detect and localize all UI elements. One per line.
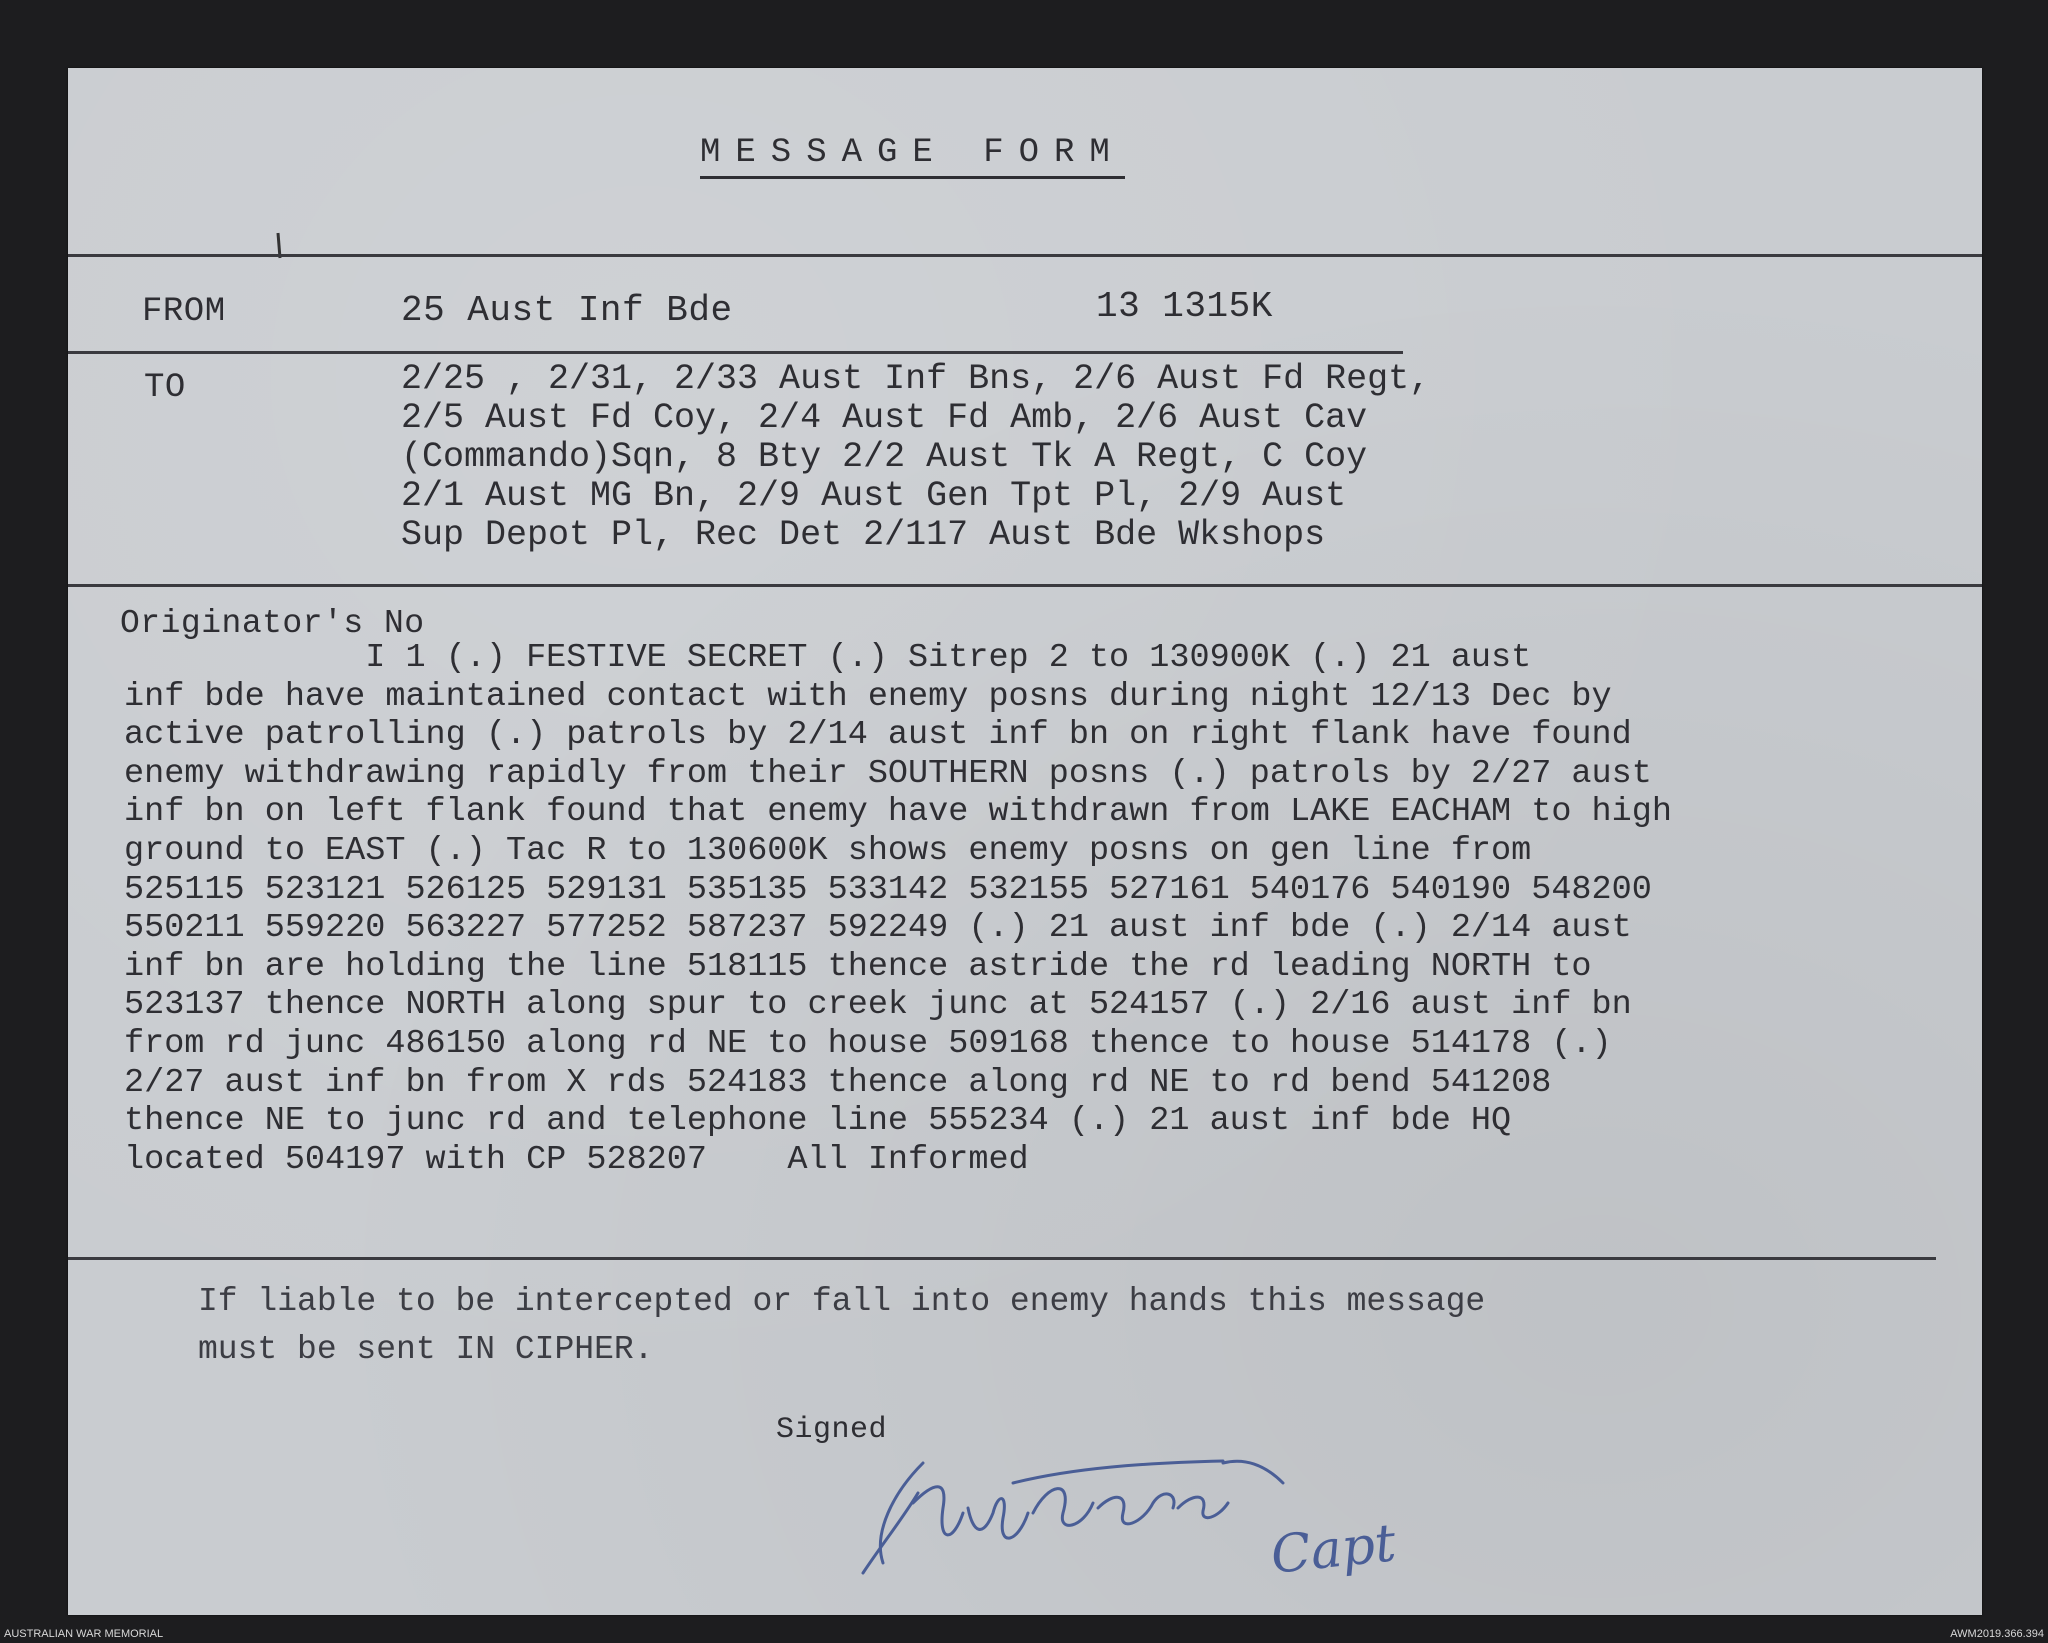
to-line: (Commando)Sqn, 8 Bty 2/2 Aust Tk A Regt, C Coy <box>401 437 1368 477</box>
body-line: located 504197 with CP 528207 All Informed <box>124 1140 1029 1179</box>
body-line: 550211 559220 563227 577252 587237 592249 (.) 21 aust inf bde (.) 2/14 aust <box>124 909 1632 948</box>
cipher-notice <box>198 1278 1485 1374</box>
notice-line: If liable to be intercepted or fall into enemy hands this message <box>198 1283 1486 1320</box>
rule-originator <box>68 584 1982 587</box>
to-line: Sup Depot Pl, Rec Det 2/117 Aust Bde Wkshops <box>401 515 1326 555</box>
body-line: from rd junc 486150 along rd NE to house 509168 thence to house 514178 (.) <box>124 1024 1612 1063</box>
body-line: thence NE to junc rd and telephone line 555234 (.) 21 aust inf bde HQ <box>124 1102 1512 1141</box>
from-label: FROM <box>142 293 226 331</box>
footer-institution: AUSTRALIAN WAR MEMORIAL <box>4 1628 164 1640</box>
from-value: 25 Aust Inf Bde <box>401 290 733 331</box>
to-line: 2/5 Aust Fd Coy, 2/4 Aust Fd Amb, 2/6 Aust Cav <box>401 398 1368 438</box>
originator-label: Originator's No <box>120 605 425 642</box>
body-line: enemy withdrawing rapidly from their SOUTHERN posns (.) patrols by 2/27 aust <box>124 754 1652 793</box>
signed-label: Signed <box>776 1413 888 1447</box>
signature-rank: Capt <box>1268 1513 1399 1586</box>
body-line: ground to EAST (.) Tac R to 130600K shows enemy posns on gen line from <box>124 831 1532 870</box>
date-time-group: 13 1315K <box>1096 286 1273 327</box>
body-line: inf bn are holding the line 518115 thence astride the rd leading NORTH to <box>124 947 1592 986</box>
message-form-paper <box>68 68 1982 1615</box>
message-body <box>124 639 1984 1179</box>
footer-accession-number: AWM2019.366.394 <box>1950 1628 2044 1640</box>
body-line: I 1 (.) FESTIVE SECRET (.) Sitrep 2 to 130900K (.) 21 aust <box>124 639 1532 677</box>
body-line: active patrolling (.) patrols by 2/14 aust inf bn on right flank have found <box>124 716 1632 755</box>
to-label: TO <box>144 369 186 407</box>
to-line: 2/25 , 2/31, 2/33 Aust Inf Bns, 2/6 Aust Fd Regt, <box>401 359 1431 399</box>
body-line: inf bn on left flank found that enemy have withdrawn from LAKE EACHAM to high <box>124 793 1672 832</box>
pencil-mark-icon <box>208 168 288 278</box>
body-line: 525115 523121 526125 529131 535135 533142 532155 527161 540176 540190 548200 <box>124 870 1652 909</box>
rule-top <box>68 254 1982 257</box>
notice-line: must be sent IN CIPHER. <box>198 1331 654 1368</box>
rule-from-to <box>68 351 1403 354</box>
body-line: 2/27 aust inf bn from X rds 524183 thence along rd NE to rd bend 541208 <box>124 1063 1552 1102</box>
body-line: 523137 thence NORTH along spur to creek junc at 524157 (.) 2/16 aust inf bn <box>124 986 1632 1025</box>
to-line: 2/1 Aust MG Bn, 2/9 Aust Gen Tpt Pl, 2/9 Aust <box>401 476 1347 516</box>
body-line: inf bde have maintained contact with enemy posns during night 12/13 Dec by <box>124 677 1612 716</box>
rule-notice <box>68 1257 1936 1260</box>
handwritten-signature <box>823 1423 1463 1623</box>
to-addressees <box>401 360 1430 555</box>
form-title: MESSAGE FORM <box>700 134 1125 179</box>
